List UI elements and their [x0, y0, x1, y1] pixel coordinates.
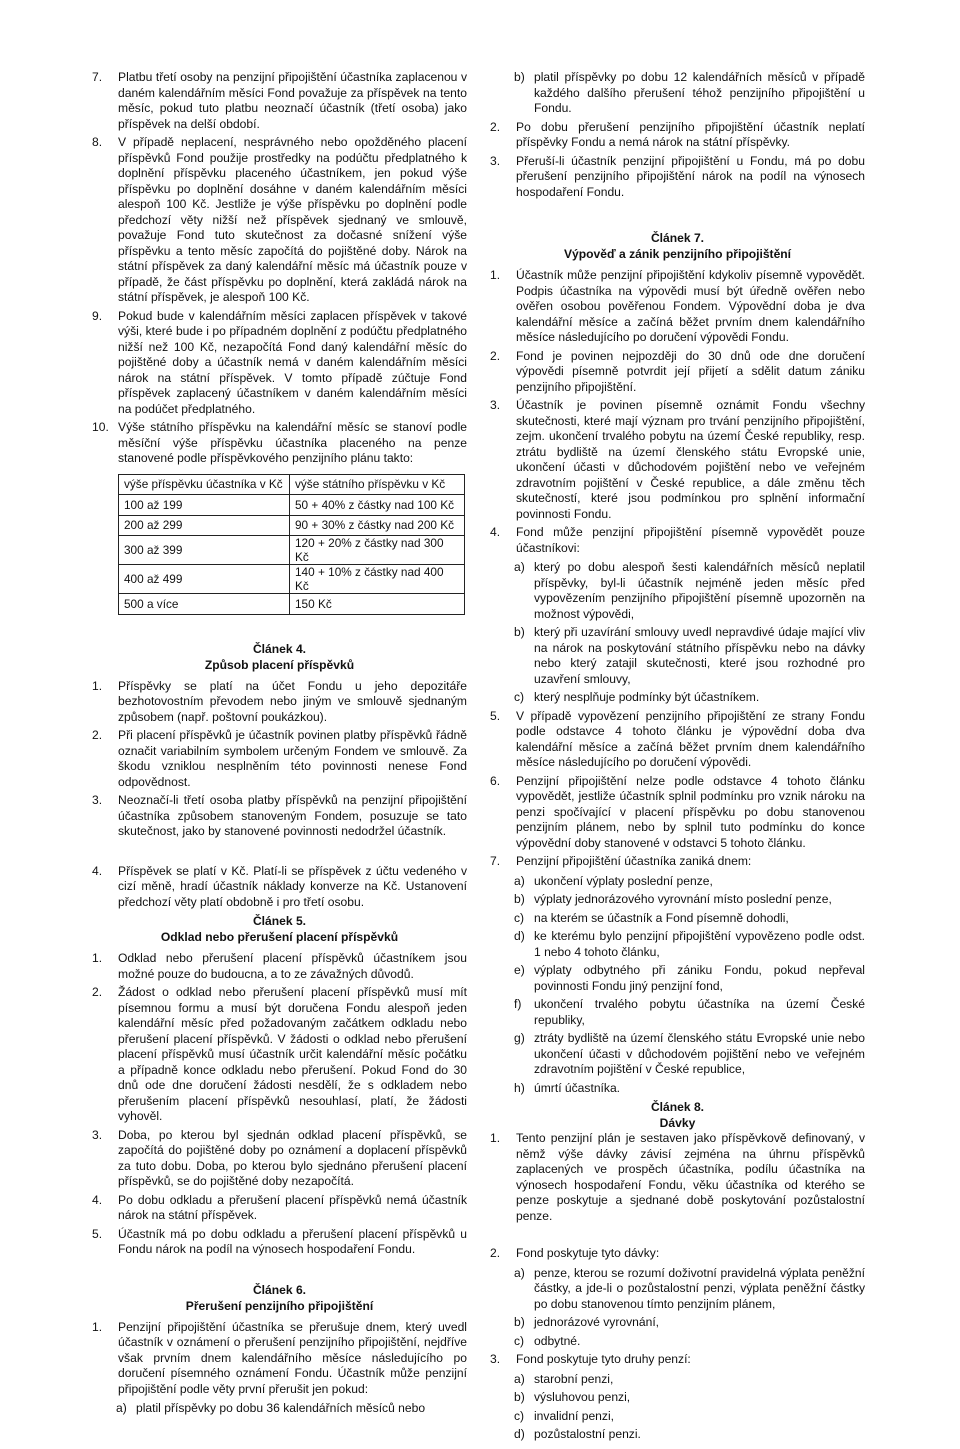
sub-item — [514, 929, 865, 960]
paragraph-number: 4. — [92, 1192, 103, 1207]
table-header-row — [119, 474, 465, 495]
numbered-paragraph — [92, 309, 467, 418]
sub-item-text: penze, kterou se rozumí doživotní pravidelná výplata peněžní částky, a jde-li o pozůstalostní penzi, výplata peněžní částky po dobu stanovenou tímto penzijním plánem, — [534, 1265, 865, 1311]
paragraph-number: 6. — [490, 773, 501, 788]
paragraph-text: Po dobu odkladu a přerušení placení příspěvků nemá účastník nárok na státní příspěvek. — [118, 1192, 467, 1222]
left-column — [92, 70, 467, 1420]
paragraph-number: 3. — [92, 793, 103, 807]
table-row — [119, 495, 465, 516]
sub-item — [514, 1409, 865, 1425]
sub-item-text: výsluhovou penzi, — [534, 1390, 631, 1404]
table-cell: 150 Kč — [290, 594, 465, 615]
article-title: Způsob placení příspěvků — [204, 657, 355, 672]
paragraph-number: 1. — [490, 268, 501, 282]
paragraph-number: 7. — [92, 70, 103, 84]
sub-item-text: starobní penzi, — [534, 1371, 614, 1386]
sub-item-text: jednorázové vyrovnání, — [534, 1315, 660, 1329]
paragraph-text: V případě vypovězení penzijního připojištění ze strany Fondu podle odstavce 4 tohoto článku je výpovědní doba dva kalendářní měsíce a začíná běžet prvním dnem kalendářního měsíce následujícího po doručení výpovědi. — [516, 708, 865, 769]
table-row — [119, 515, 465, 536]
paragraph-text: Fond je povinen nejpozději do 30 dnů ode dne doručení výpovědi písemně potvrdit její přijetí a sdělit datum zániku penzijního připojištění. — [516, 348, 865, 394]
numbered-paragraph — [490, 1352, 865, 1443]
sub-item — [514, 911, 865, 927]
table-cell: 140 + 10% z částky nad 400 Kč — [290, 565, 465, 594]
sub-item — [514, 1390, 865, 1406]
right-column — [490, 70, 865, 1449]
sub-list — [514, 874, 865, 1097]
paragraph-text: Penzijní připojištění účastníka se přerušuje dnem, který uvedl účastník v oznámení o přerušení penzijního připojištění, nejdříve však prvním dnem kalendářního měsíce následujícího po doručení písemného oznámení Fondu. Účastník může penzijní připojištění podle věty první přerušit jen pokud: — [118, 1319, 467, 1396]
numbered-paragraph — [490, 1246, 865, 1349]
paragraph-number: 7. — [490, 854, 501, 868]
numbered-paragraph — [92, 70, 467, 132]
table-cell: 100 až 199 — [119, 495, 290, 516]
paragraph-text: Účastník je povinen písemně oznámit Fondu všechny skutečnosti, které mají význam pro trvání penzijního připojištění, zejm. ukončení trvalého pobytu na území České republiky, resp. ztrátu bydliště na území členského státu Evropské unie, ukončení účasti v důchodovém pojištění nebo ve veřejném zdravotním pojištění v České republice, a dále změnu těch skutečností, které jsou podmínkou pro splnění informační povinnosti Fondu. — [516, 398, 865, 521]
paragraph-number: 4. — [490, 525, 501, 539]
sub-item-letter: a) — [514, 1371, 525, 1386]
sub-item-text: platil příspěvky po dobu 36 kalendářních měsíců nebo — [136, 1401, 426, 1415]
paragraph-text: Výše státního příspěvku na kalendářní měsíc se stanoví podle měsíční výše příspěvku účastníka placeného na penze stanovené podle příspěvkového penzijního plánu takto: — [118, 420, 467, 465]
sub-item-letter: b) — [514, 892, 525, 906]
numbered-paragraph — [92, 135, 467, 306]
sub-item-text: odbytné. — [534, 1333, 581, 1348]
paragraph-text: Neoznačí-li třetí osoba platby příspěvků na penzijní připojištění účastníka způsobem stanoveným Fondem, posuzuje se tato skutečnost, jako by stanovené povinnosti nedodržel účastník. — [118, 793, 467, 838]
numbered-paragraph — [490, 1131, 865, 1224]
paragraph-text: Příspěvek se platí v Kč. Platí-li se příspěvek z účtu vedeného v cizí měně, hradí účastník náklady konverze na Kč. Ustanovení předchozí věty platí obdobně i pro třetí osobu. — [118, 863, 467, 909]
sub-list — [514, 560, 865, 706]
sub-item — [514, 1031, 865, 1078]
numbered-paragraph — [490, 709, 865, 771]
sub-item — [514, 1427, 865, 1443]
table-cell: 300 až 399 — [119, 536, 290, 565]
sub-item — [514, 997, 865, 1028]
sub-item — [514, 625, 865, 687]
numbered-paragraph — [490, 268, 865, 346]
numbered-paragraph — [490, 854, 865, 1096]
sub-item-letter: g) — [514, 1031, 525, 1045]
sub-item-letter: a) — [116, 1401, 127, 1415]
numbered-paragraph — [490, 154, 865, 201]
paragraph-number: 4. — [92, 863, 103, 878]
paragraph-text: Přeruší-li účastník penzijní připojištění u Fondu, má po dobu přerušení penzijního připojištění nárok na podíl na výnosech hospodaření Fondu. — [516, 153, 865, 199]
sub-item — [514, 1081, 865, 1097]
sub-item-letter: b) — [514, 1315, 525, 1329]
numbered-paragraph — [92, 1320, 467, 1417]
sub-item-letter: d) — [514, 929, 525, 943]
sub-item-text: který při uzavírání smlouvy uvedl nepravdivé údaje mající vliv na nárok na poskytování státního příspěvku nebo na dávky nebo který zatajil skutečnosti, které jsou rozhodné pro uzavření smlouvy, — [534, 625, 865, 686]
table-cell: 120 + 20% z částky nad 300 Kč — [290, 536, 465, 565]
sub-item-letter: c) — [514, 1333, 525, 1348]
sub-item-text: výplaty odbytného při zániku Fondu, pokud nepřeval povinnosti Fondu jiný penzijní fond, — [534, 963, 865, 993]
sub-item — [514, 892, 865, 908]
paragraph-text: Pokud bude v kalendářním měsíci zaplacen příspěvek v takové výši, které bude i po případném doplnění z podúčtu předplatného nižší než 100 Kč, nezapočítá Fond daný kalendářní měsíc do pojištěné doby a účastník nemá v daném kalendářním měsíci nárok na státní příspěvek. V tomto případě zúčtuje Fond příspěvek zaplacený účastníkem v daném kalendářním měsíci na podúčet předplatného. — [118, 308, 467, 416]
numbered-paragraph — [92, 728, 467, 790]
paragraph-number: 10. — [92, 420, 109, 434]
paragraph-number: 5. — [92, 1226, 103, 1241]
numbered-paragraph — [92, 985, 467, 1125]
table-cell: výše příspěvku účastníka v Kč — [119, 474, 290, 495]
sub-list — [116, 1401, 467, 1417]
contribution-table — [118, 474, 465, 615]
paragraph-number: 1. — [490, 1131, 501, 1145]
paragraph-text: Příspěvky se platí na účet Fondu u jeho depozitáře bezhotovostním převodem nebo jiným ve smlouvě sjednaným způsobem (např. poštovní poukázkou). — [118, 678, 467, 724]
table-cell: 200 až 299 — [119, 515, 290, 536]
paragraph-number: 2. — [490, 119, 501, 134]
numbered-paragraph — [490, 120, 865, 151]
sub-item-letter: a) — [514, 560, 525, 574]
paragraph-text: Účastník může penzijní připojištění kdykoliv písemně vypovědět. Podpis účastníka na výpovědi musí být úředně ověřen nebo ověřen osobou pověřenou Fondem. Výpovědní doba je dva kalendářní měsíce a začíná běžet prvním dnem kalendářního měsíce následujícího po doručení výpovědi Fondu. — [516, 268, 865, 344]
sub-item-letter: c) — [514, 910, 525, 925]
numbered-paragraph — [92, 420, 467, 467]
sub-list — [514, 1266, 865, 1350]
paragraph-text: Fond poskytuje tyto dávky: — [516, 1246, 660, 1260]
article-title: Odklad nebo přerušení placení příspěvků — [160, 930, 399, 944]
article-number: Článek 5. — [252, 914, 307, 928]
paragraph-number: 1. — [92, 951, 103, 965]
paragraph-text: Po dobu přerušení penzijního připojištění účastník neplatí příspěvky Fondu a nemá nárok na státní příspěvky. — [516, 119, 865, 149]
numbered-paragraph — [92, 864, 467, 911]
table-row — [119, 565, 465, 594]
article-number: Článek 6. — [252, 1282, 307, 1297]
sub-item-text: ukončení výplaty poslední penze, — [534, 873, 713, 888]
table-cell: 500 a více — [119, 594, 290, 615]
paragraph-text: Při placení příspěvků je účastník povinen platby příspěvků řádně označit variabilním symbolem určeným Fondem ve smlouvě. Za škodu vzniklou nesplněním této povinnosti nenese Fond odpovědnost. — [118, 728, 467, 789]
paragraph-number: 2. — [92, 985, 103, 999]
table-cell: 90 + 30% z částky nad 200 Kč — [290, 515, 465, 536]
paragraph-number: 3. — [490, 1352, 501, 1366]
paragraph-text: Penzijní připojištění účastníka zaniká dnem: — [516, 854, 752, 868]
paragraph-number: 3. — [490, 153, 501, 168]
paragraph-number: 9. — [92, 308, 103, 323]
article-number: Článek 4. — [252, 641, 307, 656]
paragraph-text: Žádost o odklad nebo přerušení placení příspěvků musí mít písemnou formu a musí být doručena Fondu alespoň jeden kalendářní měsíc před požadovaným začátkem odkladu nebo přerušení placení příspěvků. V žádosti o odklad nebo přerušení placení příspěvků musí účastník určit kalendářní měsíc počátku a případně konce odkladu nebo přerušení. Pokud Fond do 30 dnů ode dne doručení žádosti nesdělí, že s odkladem nebo přerušením placení příspěvků nesouhlasí, platí, že žádosti vyhověl. — [118, 985, 467, 1123]
numbered-paragraph — [490, 525, 865, 706]
numbered-paragraph — [92, 679, 467, 726]
paragraph-text: Penzijní připojištění nelze podle odstavce 4 tohoto článku vypovědět, jestliže účastník splnil podmínku pro vznik nároku na penzi spočívající v placení příspěvku po dobu stanovenou penzijním plánem, nebo by splnil tuto podmínku do konce výpovědní doby stanovené v odstavci 5 tohoto článku. — [516, 773, 865, 850]
table-cell: 50 + 40% z částky nad 100 Kč — [290, 495, 465, 516]
sub-item — [514, 1334, 865, 1350]
sub-item — [514, 1266, 865, 1313]
paragraph-text: Doba, po kterou byl sjednán odklad placení příspěvků, se započítá do pojištěné doby po oznámení a doplacení příspěvků za tuto dobu. Doba, po kterou bylo sjednáno přerušení placení příspěvků, se do pojištěné doby nezapočítá. — [118, 1127, 467, 1188]
paragraph-text: Odklad nebo přerušení placení příspěvků účastníkem jsou možné pouze do budoucna, a to ze závažných důvodů. — [118, 951, 467, 981]
paragraph-number: 3. — [92, 1127, 103, 1142]
sub-item-text: který nesplňuje podmínky být účastníkem. — [534, 690, 760, 704]
sub-item-text: výplaty jednorázového vyrovnání místo poslední penze, — [534, 892, 832, 906]
numbered-paragraph — [92, 1227, 467, 1258]
paragraph-text: V případě neplacení, nesprávného nebo opožděného placení příspěvků Fond použije prostředky na podúčtu předplatného k doplnění příspěvku placeného účastníkem, jen pokud výše příspěvku po doplnění dosáhne v daném kalendářním měsíci alespoň 100 Kč. Jestliže je výše příspěvku po doplnění podle předchozí věty nižší než příspěvek sjednaný ve smlouvě, považuje Fond tuto skutečnost za dočasné snížení výše příspěvku a tento měsíc započítá do pojištěné doby. Nárok na státní příspěvek za daný kalendářní měsíc má účastník pouze v případě, že část příspěvku po doplnění, která zakládá nárok na státní příspěvek, je alespoň 100 Kč. — [118, 135, 467, 304]
table-cell: výše státního příspěvku v Kč — [290, 474, 465, 495]
article-title: Výpověď a zánik penzijního připojištění — [563, 247, 792, 261]
sub-list — [514, 1372, 865, 1443]
sub-item-letter: a) — [514, 1265, 525, 1280]
article-number: Článek 7. — [650, 231, 705, 245]
sub-item — [514, 690, 865, 706]
sub-item-letter: c) — [514, 1408, 525, 1423]
paragraph-number: 8. — [92, 135, 103, 149]
sub-item — [514, 1315, 865, 1331]
numbered-paragraph — [490, 398, 865, 522]
paragraph-text: Platbu třetí osoby na penzijní připojištění účastníka zaplacenou v daném kalendářním měsíci Fond považuje za příspěvek na tento měsíc, pokud tuto platbu neoznačí účastník (třetí osoba) jako příspěvek na delší období. — [118, 70, 467, 131]
sub-item-text: pozůstalostní penzi. — [534, 1427, 641, 1441]
table-row — [119, 536, 465, 565]
sub-item-text: který po dobu alespoň šesti kalendářních měsíců neplatil příspěvky, byl-li účastník nejméně jeden měsíc před vypovězením penzijního připojištění písemně upozorněn na možnost výpovědi, — [534, 560, 865, 621]
paragraph-text: Tento penzijní plán je sestaven jako příspěvkově definovaný, v němž výše dávky závisí zejména na úhrnu příspěvků zaplacených ve prospěch účastníka, podílu účastníka na výnosech hospodaření Fondu, věku účastníka od kterého se penze poskytuje a sjednané době poskytování pozůstalostní penze. — [516, 1131, 865, 1223]
paragraph-text: Fond poskytuje tyto druhy penzí: — [516, 1352, 691, 1366]
numbered-paragraph — [92, 793, 467, 840]
sub-item-letter: f) — [514, 997, 522, 1011]
article-title: Přerušení penzijního připojištění — [185, 1298, 374, 1313]
sub-item-letter: b) — [514, 625, 525, 639]
sub-item-text: ke kterému bylo penzijní připojištění vypovězeno podle odst. 1 nebo 4 tohoto článku, — [534, 929, 865, 959]
table-cell: 400 až 499 — [119, 565, 290, 594]
table-row — [119, 594, 465, 615]
sub-item-letter: b) — [514, 1390, 525, 1404]
paragraph-text: Fond může penzijní připojištění písemně vypovědět pouze účastníkovi: — [516, 525, 865, 555]
article-title: Dávky — [659, 1116, 696, 1130]
paragraph-number: 3. — [490, 398, 501, 412]
sub-item-letter: b) — [514, 70, 525, 84]
sub-item-letter: c) — [514, 690, 525, 704]
sub-item-letter: d) — [514, 1427, 525, 1441]
numbered-paragraph — [490, 349, 865, 396]
sub-item — [116, 1401, 467, 1417]
sub-item-text: platil příspěvky po dobu 12 kalendářních měsíců v případě každého dalšího přerušení téhož penzijního připojištění u Fondu. — [534, 70, 865, 115]
sub-item — [514, 874, 865, 890]
paragraph-number: 5. — [490, 708, 501, 723]
paragraph-number: 2. — [490, 348, 501, 363]
sub-item — [514, 70, 865, 117]
sub-item — [514, 560, 865, 622]
sub-item — [514, 963, 865, 994]
paragraph-number: 1. — [92, 1319, 103, 1334]
article-number: Článek 8. — [650, 1100, 705, 1114]
numbered-paragraph — [92, 951, 467, 982]
sub-item-text: úmrtí účastníka. — [534, 1080, 621, 1095]
numbered-paragraph — [92, 1128, 467, 1190]
sub-item — [514, 1372, 865, 1388]
sub-item-text: ukončení trvalého pobytu účastníka na území České republiky, — [534, 997, 865, 1027]
sub-item-text: invalidní penzi, — [534, 1408, 615, 1423]
paragraph-number: 2. — [490, 1246, 501, 1260]
sub-item-text: ztráty bydliště na území členského státu Evropské unie nebo ukončení účasti v důchodovém pojištění nebo ve veřejném zdravotním pojištění v České republice, — [534, 1031, 865, 1076]
paragraph-text: Účastník má po dobu odkladu a přerušení placení příspěvků u Fondu nárok na podíl na výnosech hospodaření Fondu. — [118, 1226, 467, 1256]
sub-item-letter: e) — [514, 963, 525, 977]
numbered-paragraph — [92, 1193, 467, 1224]
numbered-paragraph — [490, 774, 865, 852]
sub-item-letter: a) — [514, 873, 525, 888]
sub-item-text: na kterém se účastník a Fond písemně dohodli, — [534, 910, 789, 925]
paragraph-number: 2. — [92, 728, 103, 742]
sub-item-letter: h) — [514, 1080, 525, 1095]
paragraph-number: 1. — [92, 678, 103, 693]
